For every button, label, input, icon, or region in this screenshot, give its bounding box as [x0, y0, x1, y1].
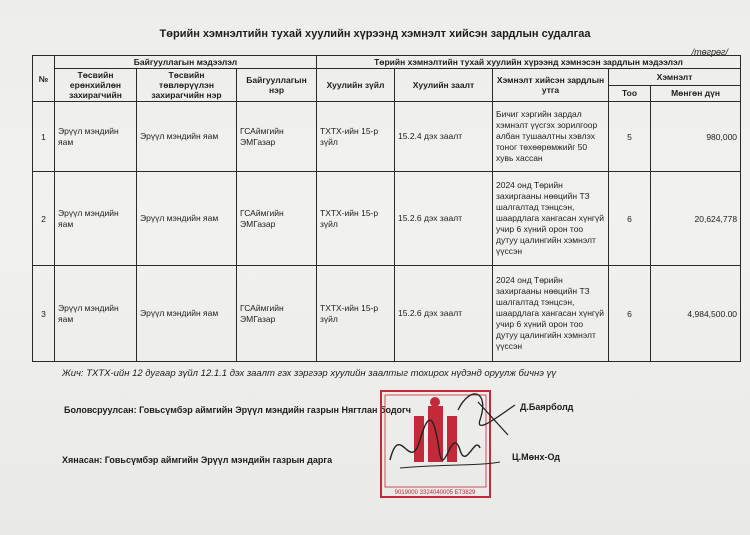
row-article: ТХТХ-ийн 15-р зүйл — [317, 172, 395, 266]
row-central-admin: Эрүүл мэндийн яам — [137, 102, 237, 172]
header-expense-type: Хэмнэлт хийсэн зардлын утга — [493, 69, 609, 102]
header-amount: Мөнгөн дүн — [651, 85, 741, 102]
header-no: № — [33, 56, 55, 102]
row-central-admin: Эрүүл мэндийн яам — [137, 172, 237, 266]
row-clause: 15.2.6 дэх заалт — [395, 172, 493, 266]
footnote: Жич: ТХТХ-ийн 12 дугаар зүйл 12.1.1 дэх заалт гэх зэргээр хуулийн заалтыг тохирох нүдэнд оруулж бичнэ үү — [62, 368, 557, 379]
row-count: 6 — [609, 266, 651, 362]
header-group-left: Байгууллагын мэдээлэл — [55, 56, 317, 69]
table-row — [33, 266, 741, 362]
table-row — [33, 172, 741, 266]
row-article: ТХТХ-ийн 15-р зүйл — [317, 102, 395, 172]
prepared-by-label: Боловсруулсан: Говьсүмбэр аймгийн Эрүүл мэндийн газрын Нягтлан бодогч — [64, 405, 412, 415]
row-article: ТХТХ-ийн 15-р зүйл — [317, 266, 395, 362]
row-count: 5 — [609, 102, 651, 172]
stamp-code: 9019000 3324040005 БТ3829 — [394, 490, 476, 496]
row-chief-admin: Эрүүл мэндийн яам — [55, 172, 137, 266]
savings-table — [32, 55, 741, 362]
header-group-right: Төрийн хэмнэлтийн тухай хуулийн хүрээнд хэмнэсэн зардлын мэдээлэл — [317, 56, 741, 69]
header-central-admin: Төсвийн төвлөрүүлэн захирагчийн нэр — [137, 69, 237, 102]
row-amount: 980,000 — [651, 102, 741, 172]
table-row — [33, 102, 741, 172]
row-count: 6 — [609, 172, 651, 266]
row-no: 3 — [33, 266, 55, 362]
row-org-name: ГСАймгийн ЭМГазар — [237, 172, 317, 266]
row-chief-admin: Эрүүл мэндийн яам — [55, 266, 137, 362]
header-org-name: Байгууллагын нэр — [237, 69, 317, 102]
row-no: 1 — [33, 102, 55, 172]
row-expense-type: 2024 онд Төрийн захиргааны нөөцийн ТЗ шалгалтад тэнцсэн, шаардлага хангасан хүнгүй учир 6 хүний орон тоо дутуу цалингийн хэмнэлт үүссэн — [493, 266, 609, 362]
header-article: Хуулийн зүйл — [317, 69, 395, 102]
header-count: Тоо — [609, 85, 651, 102]
row-org-name: ГСАймгийн ЭМГазар — [237, 102, 317, 172]
header-clause: Хуулийн заалт — [395, 69, 493, 102]
row-central-admin: Эрүүл мэндийн яам — [137, 266, 237, 362]
prepared-by-name: Д.Баярболд — [520, 402, 574, 412]
reviewed-by-name: Ц.Мөнх-Од — [512, 452, 560, 462]
row-no: 2 — [33, 172, 55, 266]
header-saving: Хэмнэлт — [609, 69, 741, 86]
document-title: Төрийн хэмнэлтийн тухай хуулийн хүрээнд хэмнэлт хийсэн зардлын судалгаа — [159, 28, 591, 40]
handwritten-signature-icon — [380, 380, 530, 490]
row-expense-type: Бичиг хэргийн зардал хэмнэлт үүсгэх зорилгоор албан тушаалтны хэвлэх тоног төхөөрөмжийг 50 хувь хассан — [493, 102, 609, 172]
row-amount: 4,984,500.00 — [651, 266, 741, 362]
reviewed-by-label: Хянасан: Говьсүмбэр аймгийн Эрүүл мэндийн газрын дарга — [62, 455, 333, 465]
row-org-name: ГСАймгийн ЭМГазар — [237, 266, 317, 362]
currency-tag: /төгрөг/ — [691, 47, 728, 57]
row-clause: 15.2.6 дэх заалт — [395, 266, 493, 362]
row-expense-type: 2024 онд Төрийн захиргааны нөөцийн ТЗ шалгалтад тэнцсэн, шаардлага хангасан хүнгүй учир 6 хүний орон тоо дутуу цалингийн хэмнэлт үүссэн — [493, 172, 609, 266]
header-chief-admin: Төсвийн ерөнхийлөн захирагчийн — [55, 69, 137, 102]
row-chief-admin: Эрүүл мэндийн яам — [55, 102, 137, 172]
row-amount: 20,624,778 — [651, 172, 741, 266]
row-clause: 15.2.4 дэх заалт — [395, 102, 493, 172]
